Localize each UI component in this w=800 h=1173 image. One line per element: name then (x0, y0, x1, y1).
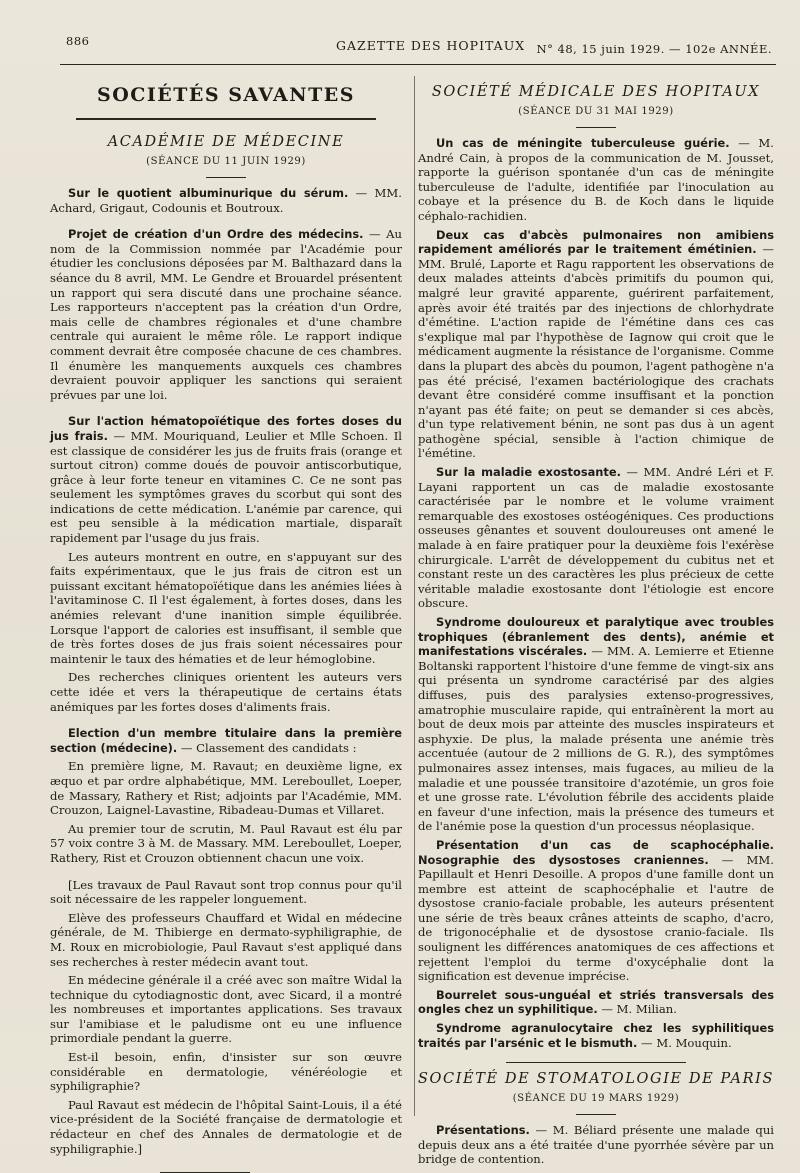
session-date: (SÉANCE DU 11 JUIN 1929) (146, 156, 306, 167)
paragraph: Les auteurs montrent en outre, en s'appuyant sur des faits expérimentaux, que le jus frais de citron est un puissant excitant hématopoïétique dans les anémies liées à l'avitaminose C. Il l'est également, à fortes doses, dans les anémies relevant d'une inanition simple équilibrée. Lorsque l'apport de calories est insuffisant, il semble que de très fortes doses de jus frais soient nécessaires pour maintenir le taux des hématies et de leur hémoglobine. (50, 549, 402, 666)
section-rule (76, 118, 376, 120)
header-rule (60, 64, 776, 65)
paragraph: Des recherches cliniques orientent les auteurs vers cette idée et vers la thérapeutique de certains états anémiques par les fortes doses d'aliments frais. (50, 670, 402, 714)
section-title: SOCIÉTÉS SAVANTES (96, 84, 356, 106)
short-rule (576, 127, 616, 128)
page-number: 886 (66, 34, 90, 48)
article: Syndrome douloureux et paralytique avec troubles trophiques (ébranlement des dents), anémie et manifestations viscérales. — MM. A. Lemierre et Etienne Boltanski rapportent l'histoire d'une femme de vingt-six ans qui présenta un syndrome caractérisé par des algies diffuses, puis des paralysies extenso-progressives, amatrophie musculaire rapide, qui entraînèrent la mort au bout de deux mois par atteinte des muscles inspirateurs et asphyxie. De plus, la malade présenta une anémie très accentuée (autour de 2 millions de G. R.), des symptômes pulmonaires assez intenses, mais fugaces, au milieu de la maladie et une poussée transitoire d'azotémie, un gros foie et une grosse rate. L'évolution fébrile des accidents plaide en faveur d'une infection, mais la présence des tumeurs et de l'anémie pose la question d'un processus néoplasique. (418, 615, 774, 834)
article: Sur l'action hématopoïétique des fortes doses du jus frais. — MM. Mouriquand, Leulier et Mlle Schoen. Il est classique de considérer les jus de fruits frais (orange et surtout citron) comme doués de pouvoir antiscorbutique, grâce à leur forte teneur en vitamines C. Ce ne sont pas seulement les symptômes graves du scorbut qui sont des indications de cette médication. L'anémie par carence, qui est peu sensible à la médication martiale, disparaît rapidement par l'usage du jus frais. (50, 414, 402, 546)
article: Sur la maladie exostosante. — MM. André Léri et F. Layani rapportent un cas de maladie exostosante caractérisée par le nombre et le volume vraiment remarquable des exostoses ostéogéniques. Ces productions osseuses gênantes et souvent douloureuses ont amené le malade à en faire pratiquer pour la deuxième fois l'exérèse chirurgicale. L'arrêt de développement du cubitus net et constant reste un des caractères les plus précieux de cette véritable maladie exostosante dont l'étiologie est encore obscure. (418, 465, 774, 611)
article: Un cas de méningite tuberculeuse guérie. — M. André Cain, à propos de la communication de M. Jousset, rapporte la guérison spontanée d'un cas de méningite tuberculeuse de l'adulte, identifiée par l'inoculation au cobaye et la présence du B. de Koch dans le liquide céphalo-rachidien. (418, 136, 774, 223)
journal-title: GAZETTE DES HOPITAUX (336, 38, 526, 53)
paragraph: Paul Ravaut est médecin de l'hôpital Saint-Louis, il a été vice-président de la Société française de dermatologie et rédacteur en chef des Annales de dermatologie et de syphiligraphie.] (50, 1097, 402, 1156)
article: Projet de création d'un Ordre des médecins. — Au nom de la Commission nommée par l'Académie pour étudier les conclusions déposées par M. Balthazard dans la séance du 8 avril, MM. Le Gendre et Brouardel présentent un rapport qui sera discuté dans une prochaine séance. Les rapporteurs n'acceptent pas la création d'un Ordre, mais celle de chambres régionales et d'une chambre centrale qui auraient le même rôle. Le rapport indique comment devrait être composée chacune de ces chambres. Il énumère les manquements auxquels ces chambres devraient pouvoir appliquer les sanctions qui seraient prévues par une loi. (50, 227, 403, 402)
left-column (50, 76, 402, 1173)
column-divider (414, 76, 415, 1116)
article: Bourrelet sous-unguéal et striés transversals des ongles chez un syphilitique. — M. Milian. (418, 987, 774, 1017)
paragraph: Est-il besoin, enfin, d'insister sur son œuvre considérable en dermatologie, vénéréologie et syphiligraphie? (50, 1050, 402, 1094)
society-title-stomatologie: SOCIÉTÉ DE STOMATOLOGIE DE PARIS (418, 1071, 775, 1088)
paragraph: En première ligne, M. Ravaut; en deuxième ligne, ex æquo et par ordre alphabétique, MM. Lereboullet, Loeper, de Massary, Rathery et Rist; adjoints par l'Académie, MM. Crouzon, Laignel-Lavastine, Ribadeau-Dumas et Villaret. (50, 759, 402, 818)
short-rule (576, 1114, 616, 1115)
article: Election d'un membre titulaire dans la première section (médecine). — Classement des candidats : (50, 726, 402, 755)
paragraph: Elève des professeurs Chauffard et Widal en médecine générale, de M. Thibierge en dermato-syphiligraphie, de M. Roux en microbiologie, Paul Ravaut s'est appliqué dans ses recherches à rester médecin avant tout. (50, 910, 402, 969)
article: Deux cas d'abcès pulmonaires non amibiens rapidement améliorés par le traitement émétinien. — MM. Brulé, Laporte et Ragu rapportent les observations de deux malades atteints d'abcès primitifs du poumon qui, malgré leur gravité apparente, guérirent parfaitement, après avoir été traités par des injections de chlorhydrate d'émétine. L'action rapide de l'émétine dans ces cas s'explique mal par l'hypothèse de Iagnow qui croit que le médicament augmente la résistance de l'organisme. Comme dans la plupart des abcès du poumon, l'agent pathogène n'a pas été précisé, l'examen bactériologique des crachats devant être considéré comme insuffisant et la ponction n'ayant pas été faite; on peut se demander si ces abcès, d'un type relativement bénin, ne sont pas dus à un agent pathogène spécial, sensible à l'action chimique de l'émétine. (418, 227, 774, 461)
society-title-academie: ACADÉMIE DE MÉDECINE (107, 134, 345, 150)
session-date: (SÉANCE DU 19 MARS 1929) (512, 1093, 680, 1105)
short-rule (206, 177, 246, 178)
running-head (66, 34, 772, 60)
paragraph: [Les travaux de Paul Ravaut sont trop connus pour qu'il soit nécessaire de les rappeler longuement. (50, 877, 402, 907)
issue-info: N° 48, 15 juin 1929. — 102e ANNÉE. (536, 42, 772, 56)
article: Sur le quotient albuminurique du sérum. — MM. Achard, Grigaut, Codounis et Boutroux. (50, 186, 402, 215)
article: Présentation d'un cas de scaphocéphalie. Nosographie des dysostoses craniennes. — MM. Papillault et Henri Desoille. A propos d'une famille dont un membre est atteint de scaphocéphalie et l'autre de dysostose cranio-faciale probable, les auteurs présentent une série de très beaux crânes atteints de scapho, d'acro, de trigonocéphalie et de dysostose cranio-faciale. Ils soulignent les différences anatomiques de ces affections et rejettent l'emploi du terme d'oxycéphalie dont la signification est devenue imprécise. (418, 837, 774, 984)
paragraph: Au premier tour de scrutin, M. Paul Ravaut est élu par 57 voix contre 3 à M. de Massary. MM. Lereboullet, Loeper, Rathery, Rist et Crouzon obtiennent chacun une voix. (50, 821, 403, 865)
right-column (418, 76, 774, 1171)
session-date: (SÉANCE DU 31 MAI 1929) (518, 106, 674, 117)
society-title-hopitaux: SOCIÉTÉ MÉDICALE DES HOPITAUX (431, 84, 761, 100)
section-separator (506, 1062, 686, 1063)
paragraph: En médecine générale il a créé avec son maître Widal la technique du cytodiagnostic dont, avec Sicard, il a montré les nombreuses et importantes applications. Ses travaux sur l'amibiase et le paludisme ont eu une influence primordiale pendant la guerre. (50, 973, 402, 1046)
article: Présentations. — M. Béliard présente une malade qui depuis deux ans a été traitée d'une pyorrhée sévère par un bridge de contention. (418, 1123, 774, 1167)
article: Syndrome agranulocytaire chez les syphilitiques traités par l'arsénic et le bismuth. — M. Mouquin. (418, 1021, 774, 1050)
